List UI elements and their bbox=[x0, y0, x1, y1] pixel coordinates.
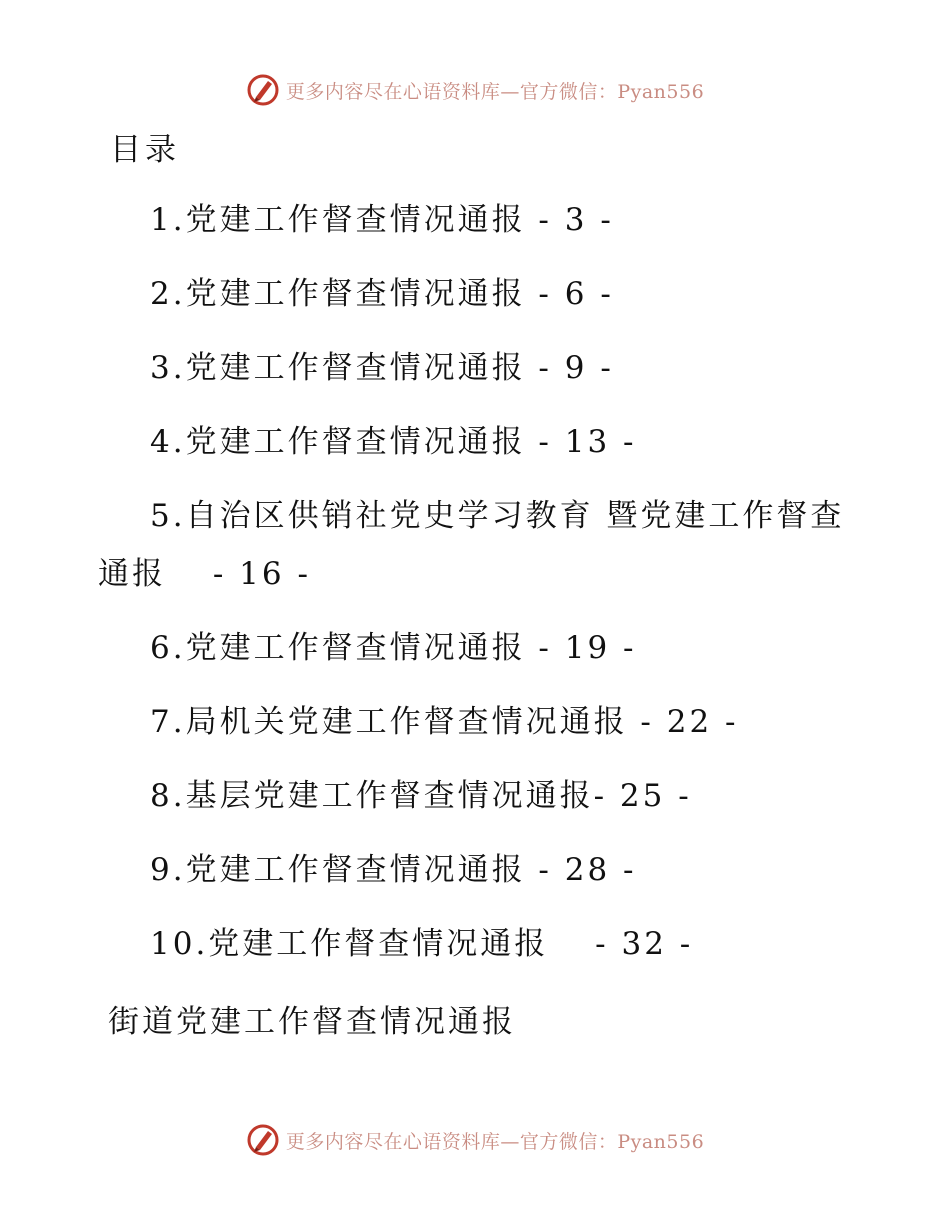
document-title: 街道党建工作督查情况通报 bbox=[108, 1004, 516, 1040]
toc-entry-7[interactable]: 7.局机关党建工作督查情况通报 - 22 - bbox=[150, 704, 739, 740]
toc-entry-5-line2: 通报 - 16 - bbox=[98, 556, 311, 592]
toc-entry-1[interactable]: 1.党建工作督查情况通报 - 3 - bbox=[150, 202, 614, 238]
toc-entry-4[interactable]: 4.党建工作督查情况通报 - 13 - bbox=[150, 424, 637, 460]
watermark-footer bbox=[0, 1120, 950, 1160]
toc-entry-8[interactable]: 8.基层党建工作督查情况通报- 25 - bbox=[150, 778, 692, 814]
toc-entry-5[interactable] bbox=[98, 494, 860, 596]
toc-entry-10[interactable]: 10.党建工作督查情况通报 - 32 - bbox=[150, 926, 694, 962]
pen-logo-icon bbox=[246, 1123, 280, 1157]
toc-entry-9[interactable]: 9.党建工作督查情况通报 - 28 - bbox=[150, 852, 637, 888]
watermark-text: 更多内容尽在心语资料库—官方微信：Pyan556 bbox=[285, 80, 705, 103]
watermark-text: 更多内容尽在心语资料库—官方微信：Pyan556 bbox=[285, 1130, 705, 1153]
toc-entry-3[interactable]: 3.党建工作督查情况通报 - 9 - bbox=[150, 350, 614, 386]
toc-entry-5-line1: 5.自治区供销社党史学习教育 暨党建工作督查 bbox=[150, 498, 845, 534]
toc-heading: 目录 bbox=[110, 132, 180, 168]
pen-logo-icon bbox=[246, 73, 280, 107]
watermark-header bbox=[0, 70, 950, 110]
toc-entry-2[interactable]: 2.党建工作督查情况通报 - 6 - bbox=[150, 276, 614, 312]
toc-entry-6[interactable]: 6.党建工作督查情况通报 - 19 - bbox=[150, 630, 637, 666]
